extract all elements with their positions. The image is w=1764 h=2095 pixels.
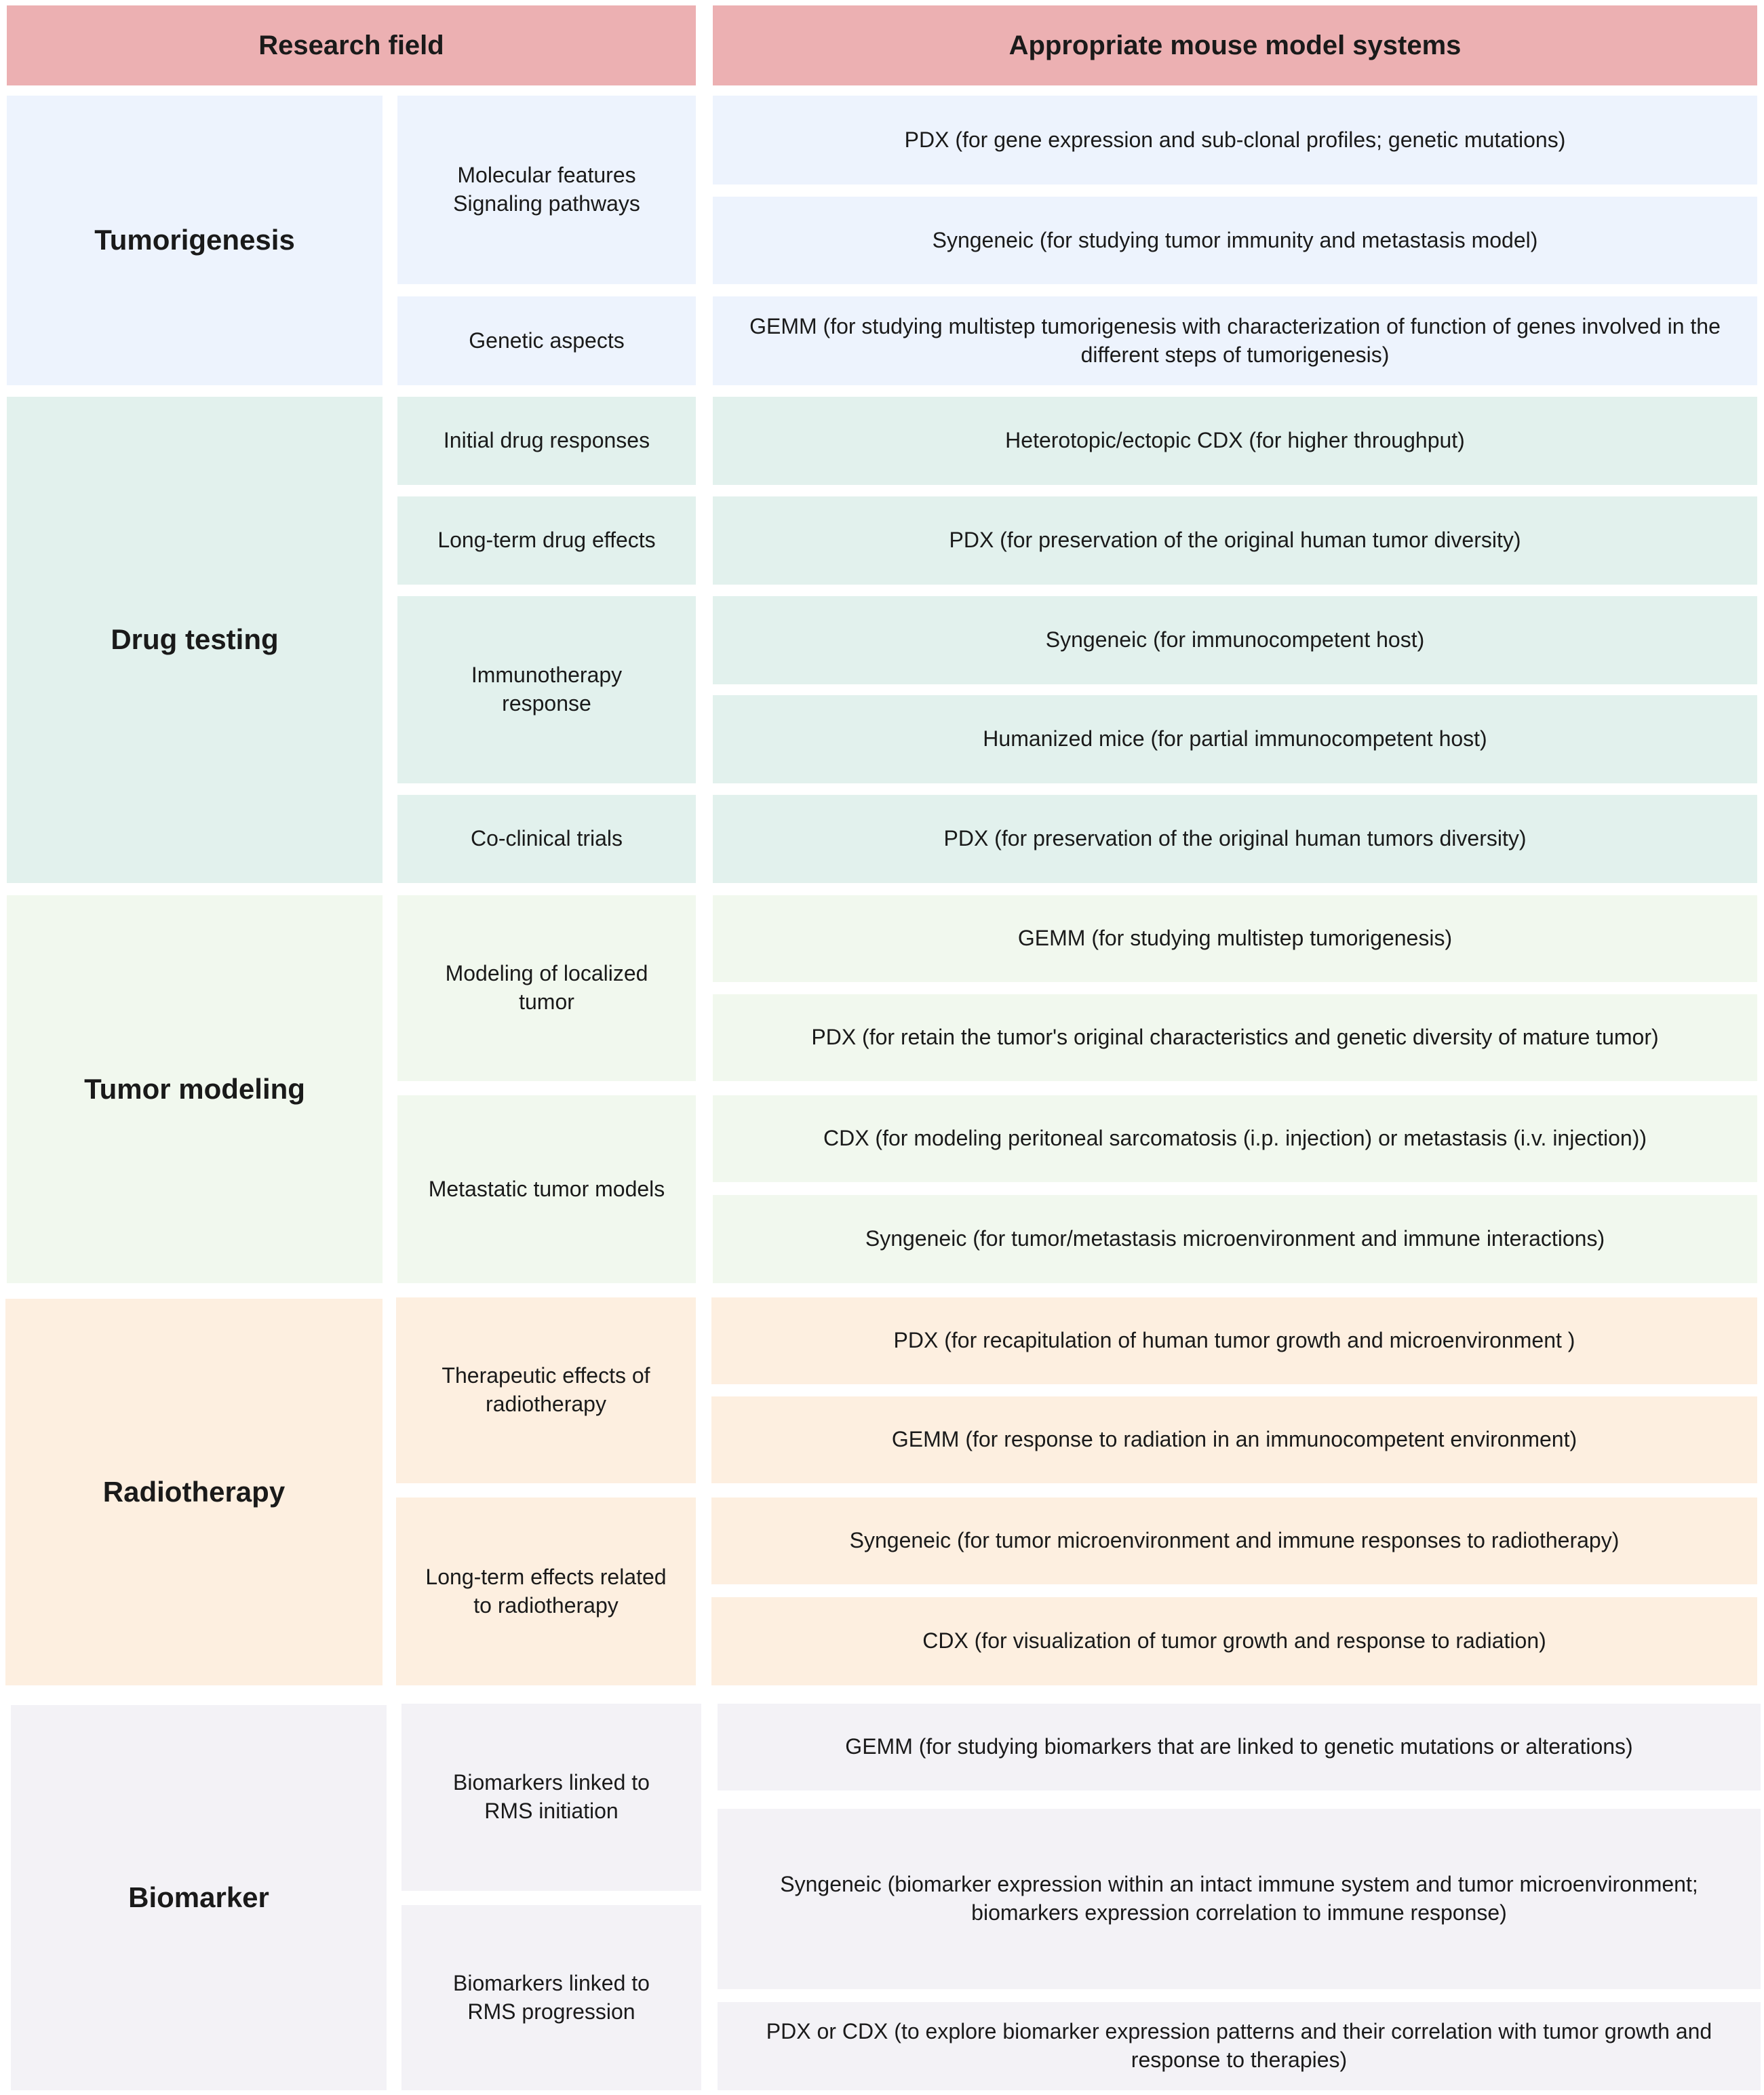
model-drug-syngeneic: Syngeneic (for immunocompetent host) [713,596,1757,684]
subfield-rms-progression: Biomarkers linked to RMS progression [401,1905,701,2090]
subfield-genetic-aspects: Genetic aspects [397,296,696,385]
subfield-immunotherapy-response: Immunotherapy response [397,596,696,783]
subfield-therapeutic-effects: Therapeutic effects of radiotherapy [396,1297,696,1483]
subfield-long-term-drug-effects: Long-term drug effects [397,496,696,585]
subfield-molecular-features: Molecular features Signaling pathways [397,96,696,284]
model-radio-syngeneic: Syngeneic (for tumor microenvironment and immune responses to radiotherapy) [711,1497,1757,1584]
model-bio-gemm: GEMM (for studying biomarkers that are linked to genetic mutations or alterations) [718,1704,1761,1790]
model-modeling-syngeneic: Syngeneic (for tumor/metastasis microenvironment and immune interactions) [713,1195,1757,1283]
model-modeling-pdx: PDX (for retain the tumor's original characteristics and genetic diversity of mature tumor) [713,994,1757,1081]
model-radio-pdx: PDX (for recapitulation of human tumor growth and microenvironment ) [711,1297,1757,1384]
model-tumorigenesis-syngeneic: Syngeneic (for studying tumor immunity and metastasis model) [713,197,1757,284]
model-modeling-gemm: GEMM (for studying multistep tumorigenesis) [713,895,1757,982]
model-drug-pdx: PDX (for preservation of the original human tumor diversity) [713,496,1757,585]
model-bio-pdx-cdx: PDX or CDX (to explore biomarker expression patterns and their correlation with tumor growth and response to therapies) [718,2002,1761,2090]
model-radio-cdx: CDX (for visualization of tumor growth and response to radiation) [711,1597,1757,1685]
subfield-metastatic-tumor: Metastatic tumor models [397,1095,696,1283]
subfield-rms-initiation: Biomarkers linked to RMS initiation [401,1704,701,1891]
field-drug-testing: Drug testing [7,397,383,883]
mouse-models-header: Appropriate mouse model systems [713,5,1757,85]
model-modeling-cdx: CDX (for modeling peritoneal sarcomatosis (i.p. injection) or metastasis (i.v. injection)) [713,1095,1757,1182]
subfield-localized-tumor: Modeling of localized tumor [397,895,696,1081]
model-drug-humanized: Humanized mice (for partial immunocompetent host) [713,695,1757,783]
field-radiotherapy: Radiotherapy [5,1299,383,1685]
subfield-long-term-effects: Long-term effects related to radiotherapy [396,1497,696,1685]
field-biomarker: Biomarker [11,1705,387,2090]
subfield-co-clinical-trials: Co-clinical trials [397,795,696,883]
model-bio-syngeneic: Syngeneic (biomarker expression within an intact immune system and tumor microenvironment; biomarkers expression correlation to immune response) [718,1809,1761,1989]
field-tumor-modeling: Tumor modeling [7,895,383,1283]
model-radio-gemm: GEMM (for response to radiation in an immunocompetent environment) [711,1396,1757,1483]
model-drug-cdx: Heterotopic/ectopic CDX (for higher throughput) [713,397,1757,485]
research-field-header: Research field [7,5,696,85]
model-drug-pdx-coclinical: PDX (for preservation of the original human tumors diversity) [713,795,1757,883]
subfield-initial-drug-responses: Initial drug responses [397,397,696,485]
model-tumorigenesis-pdx: PDX (for gene expression and sub-clonal profiles; genetic mutations) [713,96,1757,184]
model-tumorigenesis-gemm: GEMM (for studying multistep tumorigenesis with characterization of function of genes involved in the different steps of tumorigenesis) [713,296,1757,385]
field-tumorigenesis: Tumorigenesis [7,96,383,385]
